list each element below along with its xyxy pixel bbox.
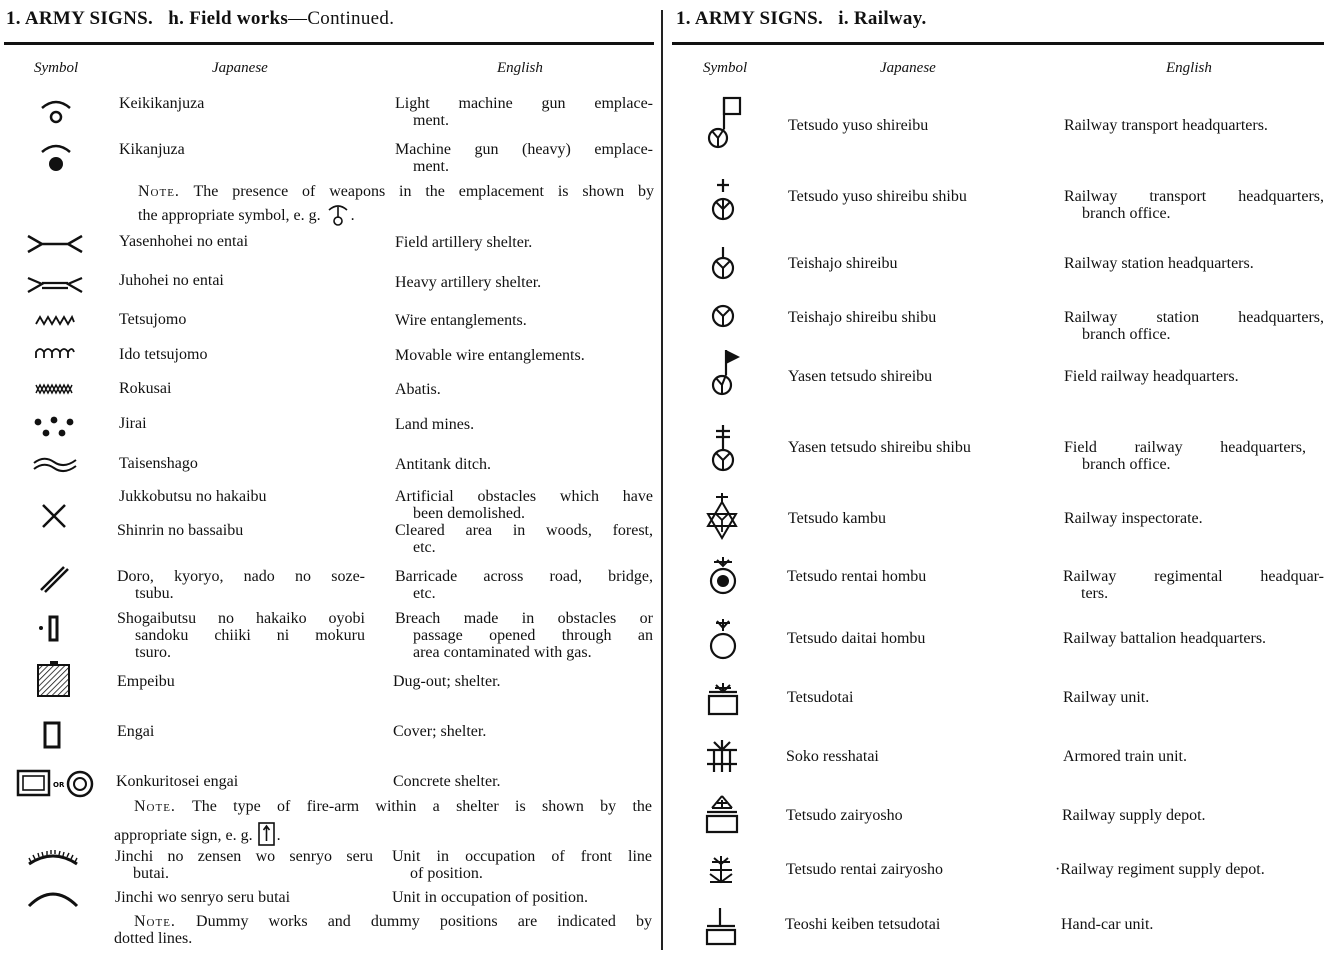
railway-unit-icon	[706, 682, 740, 718]
wire-entanglement-icon	[34, 314, 76, 328]
railway-inspectorate-icon	[706, 492, 740, 544]
table-row-english: passage opened through an	[413, 627, 653, 644]
table-row-japanese: Konkuritosei engai	[116, 773, 373, 790]
table-row-english: Armored train unit.	[1063, 748, 1187, 765]
table-row-english: branch office.	[1082, 205, 1171, 222]
railway-regiment-supply-icon	[706, 854, 738, 888]
table-row-english: Abatis.	[395, 381, 441, 398]
railway-supply-depot-icon	[704, 794, 740, 836]
dug-out-icon	[36, 660, 72, 698]
right-header-japanese: Japanese	[880, 60, 936, 76]
table-row-english: Railway transport headquarters,	[1064, 188, 1324, 205]
table-row-english: Railway regimental headquar-	[1063, 568, 1324, 585]
table-row-japanese: Tetsudo yuso shireibu	[788, 117, 1043, 134]
table-row-english: Heavy artillery shelter.	[395, 274, 542, 291]
railway-station-hq-icon	[710, 246, 738, 282]
railway-transport-hq-branch-icon	[710, 178, 738, 222]
table-row-japanese: Soko resshatai	[786, 748, 1043, 765]
note-fire-arm-line2: appropriate sign, e. g. .	[114, 821, 281, 847]
light-mg-emplacement-icon	[36, 98, 76, 128]
left-header-english: English	[497, 60, 543, 76]
table-row-japanese: Yasen tetsudo shireibu	[788, 368, 1043, 385]
table-row-japanese: Tetsudo rentai zairyosho	[786, 861, 1043, 878]
hand-car-unit-icon	[704, 906, 738, 946]
right-section-title	[676, 8, 927, 30]
table-row-japanese: Taisenshago	[119, 455, 373, 472]
table-row-english: Movable wire entanglements.	[395, 347, 585, 364]
table-row-english: ment.	[413, 112, 449, 129]
table-row-english: Railway station headquarters,	[1064, 309, 1324, 326]
table-row-english: ment.	[413, 158, 449, 175]
left-header-japanese: Japanese	[212, 60, 268, 76]
table-row-japanese: Teishajo shireibu	[788, 255, 1043, 272]
table-row-english: Machine gun (heavy) emplace-	[395, 141, 653, 158]
table-row-japanese: Engai	[117, 723, 373, 740]
concrete-shelter-icon	[16, 768, 96, 800]
table-row-japanese: Yasenhohei no entai	[119, 233, 373, 250]
table-row-japanese: Rokusai	[119, 380, 373, 397]
table-row-english: Artificial obstacles which have	[395, 488, 653, 505]
table-row-japanese: Tetsudotai	[787, 689, 1043, 706]
table-row-japanese: Ido tetsujomo	[119, 346, 373, 363]
table-row-english: Cleared area in woods, forest,	[395, 522, 653, 539]
table-row-english: Breach made in obstacles or	[395, 610, 653, 627]
table-row-english: Unit in occupation of front line	[392, 848, 652, 865]
table-row-english: ·Railway regiment supply depot.	[1055, 861, 1265, 878]
table-row-japanese: tsuro.	[117, 644, 171, 661]
mg-example-icon	[325, 204, 351, 226]
table-row-english: ters.	[1081, 585, 1109, 602]
movable-wire-icon	[34, 346, 76, 362]
table-row-english: Land mines.	[395, 416, 475, 433]
railway-transport-hq-icon	[704, 96, 744, 152]
left-section-number: 1. ARMY SIGNS.	[6, 8, 154, 29]
field-artillery-shelter-icon	[26, 232, 84, 256]
right-header-english: English	[1166, 60, 1212, 76]
land-mines-icon	[34, 416, 76, 440]
table-row-japanese: Tetsudo daitai hombu	[787, 630, 1043, 647]
table-row-japanese: Teishajo shireibu shibu	[788, 309, 1043, 326]
table-row-english: Antitank ditch.	[395, 456, 491, 473]
left-header-symbol: Symbol	[34, 60, 79, 76]
note-dummy-works-line2: dotted lines.	[114, 930, 193, 947]
table-row-japanese: Empeibu	[117, 673, 373, 690]
table-row-english: of position.	[410, 865, 483, 882]
armored-train-icon	[704, 738, 740, 776]
table-row-japanese: Tetsudo kambu	[788, 510, 1043, 527]
right-header-symbol: Symbol	[703, 60, 748, 76]
note-weapons: Note. The presence of weapons in the emplacement is shown by	[138, 183, 654, 200]
table-row-english: Railway unit.	[1063, 689, 1150, 706]
note-dummy-works: Note. Dummy works and dummy positions are indicated by	[134, 913, 653, 930]
table-row-japanese: Doro, kyoryo, nado no soze-	[117, 568, 365, 585]
railway-station-hq-branch-icon	[710, 303, 738, 329]
left-section-sub: h. Field works	[168, 8, 289, 29]
front-line-icon	[26, 850, 80, 868]
field-railway-hq-branch-icon	[710, 424, 738, 472]
table-row-english: Dug-out; shelter.	[393, 673, 501, 690]
table-row-japanese: Tetsudo rentai hombu	[787, 568, 1043, 585]
table-row-japanese: Tetsujomo	[119, 311, 373, 328]
heavy-artillery-shelter-icon	[26, 274, 84, 298]
table-row-japanese: tsubu.	[117, 585, 174, 602]
table-row-japanese: sandoku chiiki ni mokuru	[135, 627, 365, 644]
right-section-number: 1. ARMY SIGNS.	[676, 8, 824, 29]
note-fire-arm: Note. The type of fire-arm within a shelter is shown by the	[134, 798, 653, 815]
cover-icon	[42, 720, 64, 750]
antitank-ditch-icon	[32, 455, 78, 473]
table-row-japanese: Juhohei no entai	[119, 272, 373, 289]
table-row-english: Railway station headquarters.	[1064, 255, 1254, 272]
right-section-sub: i. Railway.	[838, 8, 927, 29]
table-row-english: Concrete shelter.	[393, 773, 501, 790]
left-header-rule	[4, 42, 654, 45]
table-row-english: branch office.	[1082, 456, 1171, 473]
svg-text:OR: OR	[53, 781, 65, 789]
table-row-japanese: Teoshi keiben tetsudotai	[785, 916, 1012, 933]
table-row-english: Railway battalion headquarters.	[1063, 630, 1267, 647]
table-row-english: etc.	[413, 585, 436, 602]
table-row-japanese: Jinchi no zensen wo senryo seru	[115, 848, 373, 865]
table-row-english: Light machine gun emplace-	[395, 95, 653, 112]
note-weapons-line2: the appropriate symbol, e. g. .	[138, 204, 355, 227]
table-row-english: Cover; shelter.	[393, 723, 487, 740]
railway-regimental-hq-icon	[708, 556, 740, 598]
table-row-english: Railway inspectorate.	[1064, 510, 1203, 527]
table-row-japanese: Shogaibutsu no hakaiko oyobi	[117, 610, 365, 627]
barricade-icon	[38, 564, 70, 594]
table-row-english: Hand-car unit.	[1061, 916, 1154, 933]
field-railway-hq-icon	[706, 348, 746, 398]
table-row-english: Wire entanglements.	[395, 312, 527, 329]
abatis-icon	[34, 383, 76, 395]
breach-icon	[38, 614, 64, 642]
right-header-rule	[672, 42, 1324, 45]
heavy-mg-emplacement-icon	[36, 142, 76, 174]
table-row-english: Field railway headquarters,	[1064, 439, 1306, 456]
table-row-japanese: Yasen tetsudo shireibu shibu	[788, 439, 1043, 456]
table-row-japanese: Keikikanjuza	[119, 95, 373, 112]
table-row-japanese: Jukkobutsu no hakaibu	[119, 488, 373, 505]
left-section-title	[6, 8, 394, 30]
table-row-english: Railway transport headquarters.	[1064, 117, 1268, 134]
demolished-obstacles-icon	[40, 502, 68, 530]
position-icon	[26, 888, 80, 910]
table-row-english: etc.	[413, 539, 436, 556]
table-row-japanese: Tetsudo yuso shireibu shibu	[788, 188, 1043, 205]
table-row-japanese: Kikanjuza	[119, 141, 373, 158]
table-row-english: area contaminated with gas.	[413, 644, 592, 661]
table-row-japanese: Jinchi wo senryo seru butai	[115, 889, 373, 906]
table-row-english: branch office.	[1082, 326, 1171, 343]
table-row-english: Railway supply depot.	[1062, 807, 1206, 824]
table-row-japanese: Shinrin no bassaibu	[117, 522, 373, 539]
table-row-japanese: Tetsudo zairyosho	[786, 807, 1043, 824]
fire-arm-example-icon	[257, 821, 277, 847]
table-row-english: Field railway headquarters.	[1064, 368, 1239, 385]
table-row-japanese: butai.	[115, 865, 169, 882]
table-row-japanese: Jirai	[119, 415, 373, 432]
left-section-continued: —Continued.	[288, 8, 395, 29]
table-row-english: Field artillery shelter.	[395, 234, 533, 251]
railway-battalion-hq-icon	[708, 618, 740, 662]
column-divider	[661, 10, 663, 950]
table-row-english: Barricade across road, bridge,	[395, 568, 653, 585]
table-row-english: been demolished.	[413, 505, 525, 522]
table-row-english: Unit in occupation of position.	[392, 889, 588, 906]
